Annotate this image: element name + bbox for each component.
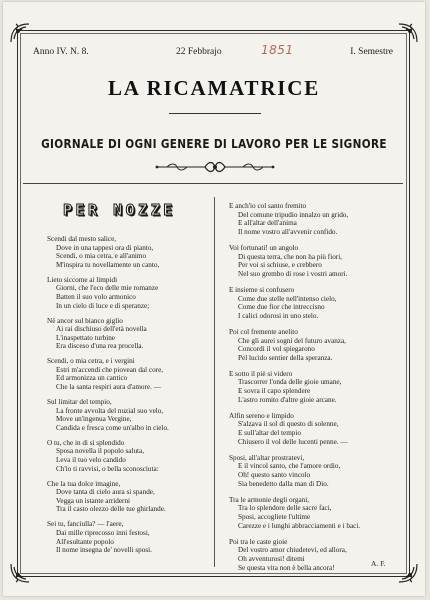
poem-line: All'esultante popolo [56,537,114,546]
title-divider [169,113,261,114]
poem-column-left [47,235,212,561]
poem-line: Oh! questo santo vincolo [238,471,311,479]
poem-column-right [229,202,405,580]
poem-line: Il nome insegna de' novelli sposi. [56,546,152,555]
poem-line: Per voi si schiuse, e crebbero [238,261,322,270]
poem-line: Se questa vita non è bella ancora! [238,563,335,572]
poem-line: L'inaspettato turbine [56,333,115,342]
stanza [229,454,405,488]
stanza [47,398,212,432]
poem-line: Come due fior che intreccisno [238,303,325,312]
poem-line: Sia benedetto dalla man di Dio. [238,479,329,488]
poem-line: O tu, che in di sì splendido [47,438,125,447]
corner-ornament-icon [9,562,31,584]
poem-line: M'inspira tu novellamente un canto, [56,260,160,269]
poem-line: E il vincol santo, che l'amore ordio, [238,462,341,471]
poem-line: Lieto siccome ai limpidi [47,275,118,284]
poem-line: I calici odorosi in uno stelo. [238,311,319,320]
poem-line: E anch'io col santo fremito [229,202,307,210]
poem-line: Carezze e i lunghi abbracciamenti e i baci. [238,521,361,530]
poem-line: Di questa terra, che non ha più fiori, [238,252,342,261]
stanza [229,244,405,278]
stanza [47,439,212,473]
author-signature: A. F. [371,559,386,568]
poem-line: Che gli aurei sogni del futuro avanza, [238,336,346,345]
poem-line: Leva il tuo velo candido [56,456,126,465]
poem-line: E sull'altar del tempio [238,429,301,438]
poem-line: Giorni, che l'eco delle mie romanze [56,284,159,293]
poem-line: Poi col fremente anelito [229,327,298,336]
poem-line: S'alzava il sol di questo di solenne, [238,420,339,429]
poem-line: Sul limitar del tempio, [47,398,112,407]
poem-line: Sposi, all'altar prostratevi, [229,453,305,462]
poem-line: Ed armonizza un cantico [56,374,128,383]
newspaper-title: LA RICAMATRICE [107,76,321,100]
issue-date: 22 Febbrajo [176,47,222,57]
poem-line: Nel suo grembo di rose i vostri amori. [238,269,348,278]
poem-line: Dove tanta di cielo aura si spande, [56,488,155,497]
stanza [47,276,212,310]
stanza [229,496,405,530]
poem-line: Estri m'accendi che piovean dal core, [56,365,164,374]
newspaper-subtitle: GIORNALE DI OGNI GENERE DI LAVORO PER LE SIGNORE [41,137,387,151]
poem-line: Pel lucido sentier della speranza. [238,353,333,362]
stanza [47,480,212,514]
poem-line: Tra le armonie degli organi, [229,495,310,504]
poem-line: Trascorrer l'onda delle gioie umane, [238,378,342,387]
poem-line: In un cielo di luce e di speranze; [56,301,150,310]
poem-line: Candida e fresca come un'albo in cielo. [56,423,169,432]
poem-line: Oh avventurosi! ditemi [238,554,305,563]
poem-line: Il nome vostro all'avvenir confido. [238,227,338,236]
poem-line: Come due stelle nell'intenso cielo, [238,294,337,303]
poem-line: E all'altar dell'anima [238,219,297,228]
poem-line: Che la tua dolce imagine, [47,479,121,488]
poem-title: PER NOZZE [63,201,176,219]
stanza [47,357,212,391]
stanza [47,520,212,554]
corner-ornament-icon [9,22,31,44]
stanza [47,235,212,269]
poem-line: Concordi il vol spiegarono [238,345,315,354]
poem-line: Chiusero il vol delle lucenti penne. — [238,437,348,446]
poem-line: Ch'io ti ravvisi, o bella sconosciuta: [56,464,159,473]
poem-line: Alfin sereno e limpido [229,411,294,420]
semester-label: I. Semestre [350,47,393,57]
poem-line: Nè ancor sul bianco giglio [47,316,123,325]
poem-line: Del comune tripudio innalzo un grido, [238,210,349,219]
poem-line: E insieme si confusero [229,285,295,294]
poem-line: Dai mille riprecosso inni festosi, [56,528,150,537]
poem-line: Move un'ingenua Vergine, [56,415,132,424]
poem-line: Voi fortunati! un angolo [229,243,299,252]
poem-line: Tra lo splendore delle sacre faci, [238,504,332,513]
stanza [229,328,405,362]
poem-line: Scendi, o mia cetra, e all'animo [56,252,147,261]
poem-line: La fronte avvolta del nuzial suo velo, [56,406,164,415]
stanza [229,202,405,236]
poem-line: Dove in una tappesi ora di pianto, [56,243,154,252]
poem-line: Sposa novella il popolo saluta, [56,447,145,456]
corner-ornament-icon [397,22,419,44]
poem-line: Vegga un istante arriderni [56,496,131,505]
handwritten-year: 1851 [261,43,294,57]
poem-line: Che la santa respiri aura d'amore. — [56,383,161,392]
column-divider [214,197,215,567]
issue-number: Anno IV. N. 8. [33,47,89,57]
poem-line: Sposi, accogliete l'ultime [238,512,311,521]
poem-line: Era disceso d'una rea procella. [56,342,144,351]
poem-line: Tra il casto olezzo delle tue ghirlande. [56,505,166,514]
poem-line: Del vostro amor chiudetevi, ed allora, [238,546,347,555]
stanza [47,317,212,351]
newspaper-page [3,2,425,596]
stanza [229,412,405,446]
section-divider [23,183,403,184]
poem-line: Sei tu, fanciulla? — l'aere, [47,520,124,529]
poem-line: Scendi dal mesto salice, [47,235,117,243]
poem-line: Ai rai dischiuso dell'età novella [56,325,147,334]
stanza [229,370,405,404]
stanza [229,286,405,320]
decorative-flourish-icon [153,159,277,175]
poem-line: L'astro romito d'altre gioie arcane. [238,395,337,404]
poem-line: Scendi, o mia cetra, e i vergini [47,357,135,366]
poem-line: E sotto il piè si videro [229,369,293,378]
poem-line: Poi tra le caste gioie [229,537,288,546]
poem-line: Batten il suo volo armonico [56,292,136,301]
poem-line: E sovra il capo splendere [238,387,311,396]
